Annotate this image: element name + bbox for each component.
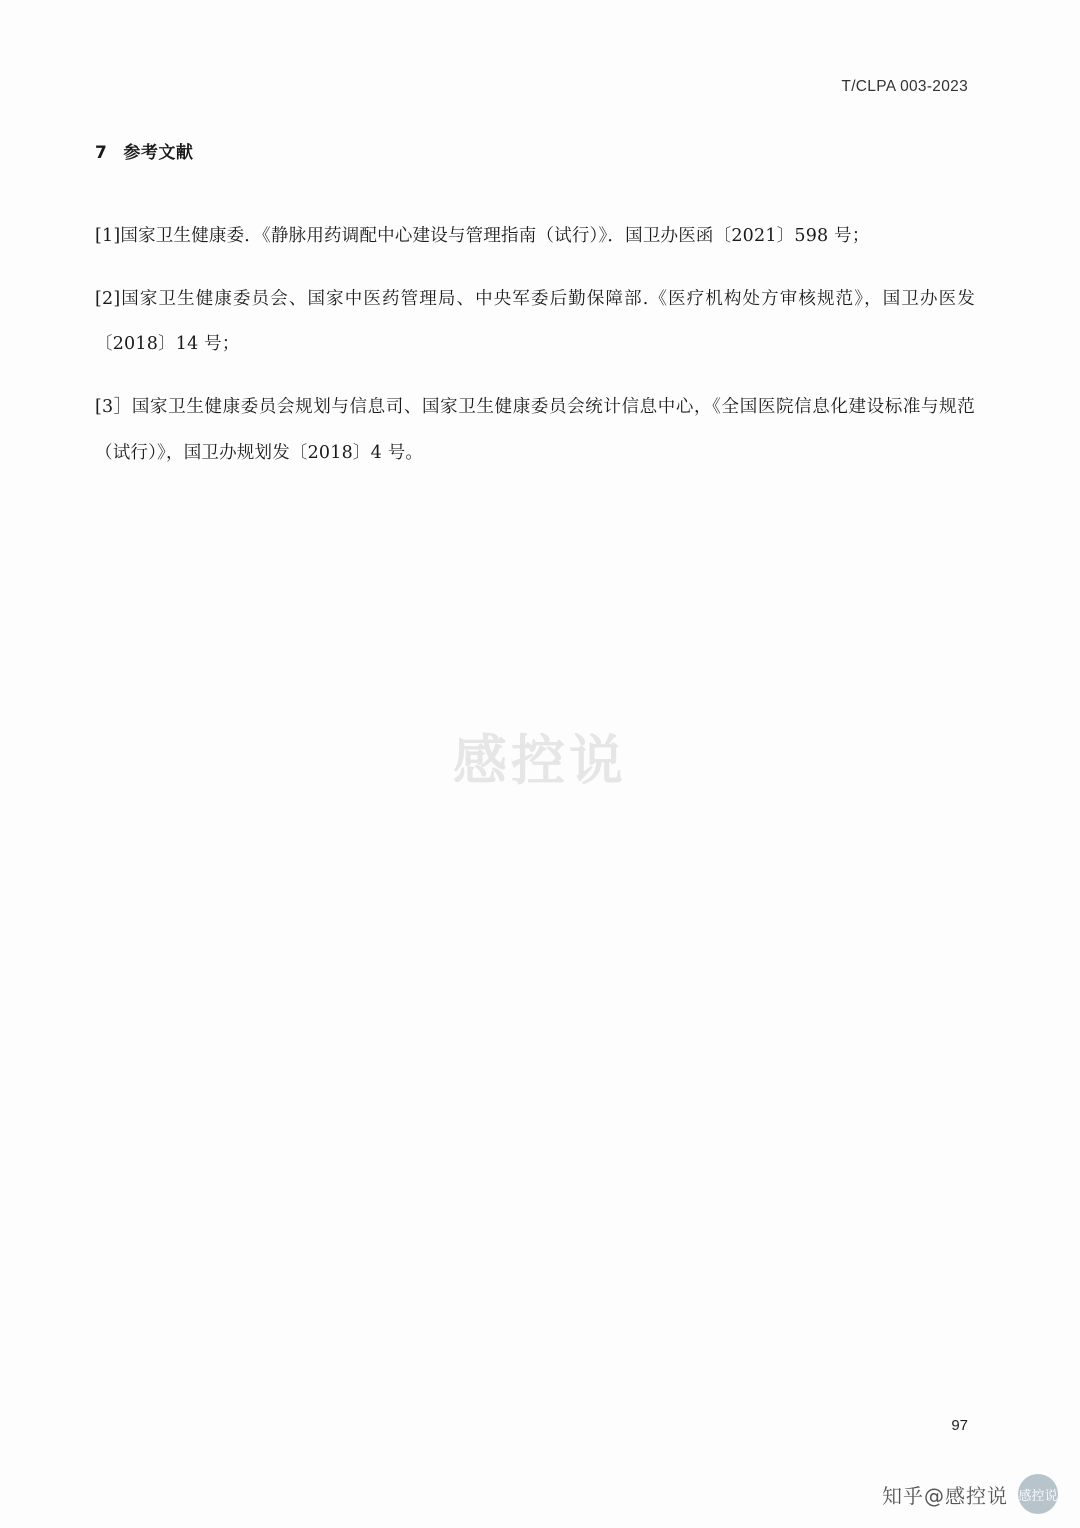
list-item: [1]国家卫生健康委．《静脉用药调配中心建设与管理指南（试行）》．国卫办医函〔2021〕598 号； <box>95 225 870 246</box>
footer-brand-label <box>882 1480 1008 1509</box>
footer-account: 感控说 <box>945 1483 1008 1508</box>
section-title: 参考文献 <box>123 143 194 163</box>
footer-separator: @ <box>924 1483 945 1508</box>
reference-list <box>95 196 975 494</box>
footer-branding <box>882 1474 1058 1514</box>
document-header-code: T/CLPA 003-2023 <box>841 78 968 95</box>
section-number: 7 <box>95 143 108 163</box>
watermark: 感控说 <box>453 729 627 792</box>
avatar: 感控说 <box>1018 1474 1058 1514</box>
footer-platform: 知乎 <box>882 1483 924 1508</box>
list-item: [3］国家卫生健康委员会规划与信息司、国家卫生健康委员会统计信息中心，《全国医院信息化建设标准与规范（试行）》，国卫办规划发〔2018〕4 号。 <box>95 397 975 463</box>
page-title <box>95 138 193 163</box>
list-item: [2]国家卫生健康委员会、国家中医药管理局、中央军委后勤保障部.《医疗机构处方审核规范》，国卫办医发〔2018〕14 号； <box>95 288 975 354</box>
page-number: 97 <box>951 1417 968 1434</box>
